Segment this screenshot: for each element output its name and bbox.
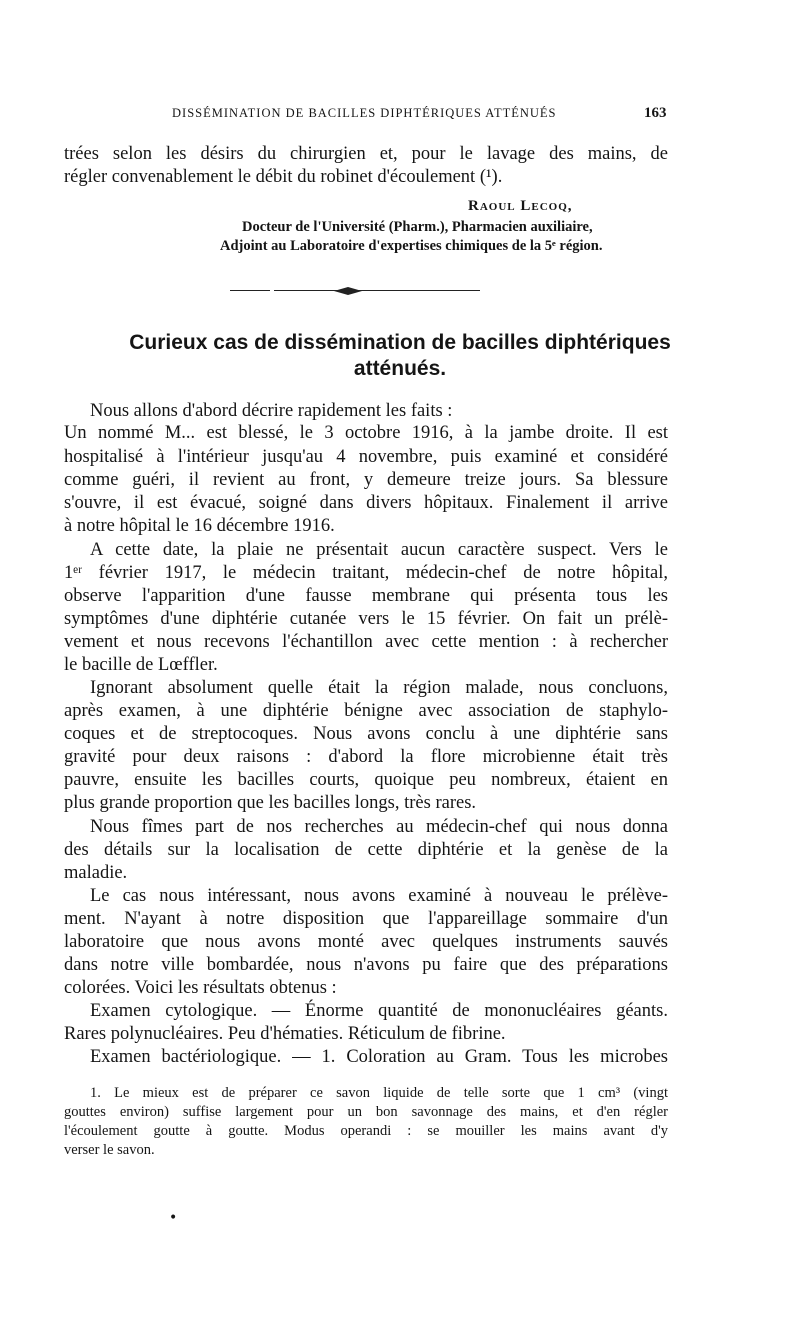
footnote-line: l'écoulement goutte à goutte. Modus operandi : se mouiller les mains avant d'y (64, 1123, 668, 1139)
body-line: à notre hôpital le 16 décembre 1916. (64, 516, 335, 536)
body-line: coques et de streptocoques. Nous avons conclu à une diphtérie sans (64, 724, 668, 744)
body-line: maladie. (64, 863, 128, 883)
body-line-bacteriology: Examen bactériologique. — 1. Coloration au Gram. Tous les microbes (90, 1047, 668, 1067)
body-line: ment. N'ayant à notre disposition que l'appareillage sommaire d'un (64, 909, 668, 929)
body-line: gravité pour deux raisons : d'abord la flore microbienne était très (64, 747, 668, 767)
running-title: DISSÉMINATION DE BACILLES DIPHTÉRIQUES ATTÉNUÉS (172, 106, 557, 120)
body-line: Ignorant absolument quelle était la région malade, nous concluons, (90, 678, 668, 698)
body-line: symptômes d'une diphtérie cutanée vers le 15 février. On fait un prélè- (64, 609, 668, 629)
body-line: 1ᵉʳ février 1917, le médecin traitant, médecin-chef de notre hôpital, (64, 563, 668, 583)
ink-mark: • (169, 1210, 178, 1226)
footnote-line: verser le savon. (64, 1142, 155, 1158)
body-line: comme guéri, il revient au front, y demeure treize jours. Sa blessure (64, 470, 668, 490)
body-line: vement et nous recevons l'échantillon avec cette mention : à rechercher (64, 632, 668, 652)
article-title-line-2: atténués. (353, 357, 447, 380)
body-line: Nous fîmes part de nos recherches au médecin-chef qui nous donna (90, 817, 668, 837)
body-line: Le cas nous intéressant, nous avons examiné à nouveau le prélève- (90, 886, 668, 906)
page-number: 163 (644, 105, 667, 121)
prev-line-1: trées selon les désirs du chirurgien et, pour le lavage des mains, de (64, 144, 668, 164)
separator-ornament-left (334, 287, 348, 295)
body-line: des détails sur la localisation de cette diphtérie et la genèse de la (64, 840, 668, 860)
article-title-line-1: Curieux cas de dissémination de bacilles diphtériques (129, 331, 671, 354)
body-line: Un nommé M... est blessé, le 3 octobre 1916, à la jambe droite. Il est (64, 423, 668, 443)
separator-rule (274, 290, 480, 291)
body-line: Nous allons d'abord décrire rapidement les faits : (90, 401, 453, 421)
body-line: laboratoire que nous avons monté avec quelques instruments sauvés (64, 932, 668, 952)
body-line: observe l'apparition d'une fausse membrane qui présenta tous les (64, 586, 668, 606)
body-line: hospitalisé à l'intérieur jusqu'au 4 novembre, puis examiné et considéré (64, 447, 668, 467)
separator-rule-left (230, 290, 270, 291)
author-signature: Raoul Lecoq, (468, 198, 573, 214)
body-line: pauvre, ensuite les bacilles courts, quoique peu nombreux, étaient en (64, 770, 668, 790)
body-line: s'ouvre, il est évacué, soigné dans divers hôpitaux. Finalement il arrive (64, 493, 668, 513)
author-affiliation-1: Docteur de l'Université (Pharm.), Pharmacien auxiliaire, (242, 219, 593, 235)
prev-line-2: régler convenablement le débit du robinet d'écoulement (¹). (64, 167, 503, 187)
running-head (0, 106, 800, 126)
body-line: Rares polynucléaires. Peu d'hématies. Réticulum de fibrine. (64, 1024, 506, 1044)
body-line: dans notre ville bombardée, nous n'avons pu faire que des préparations (64, 955, 668, 975)
body-line: après examen, à une diphtérie bénigne avec association de staphylo- (64, 701, 668, 721)
footnote-line: 1. Le mieux est de préparer ce savon liquide de telle sorte que 1 cm³ (vingt (90, 1085, 668, 1101)
body-line: colorées. Voici les résultats obtenus : (64, 978, 337, 998)
body-line: le bacille de Lœffler. (64, 655, 218, 675)
body-line: plus grande proportion que les bacilles longs, très rares. (64, 793, 477, 813)
footnote-line: gouttes environ) suffise largement pour un bon savonnage des mains, et d'en régler (64, 1104, 668, 1120)
body-line: A cette date, la plaie ne présentait aucun caractère suspect. Vers le (90, 540, 668, 560)
body-line-cytology: Examen cytologique. — Énorme quantité de mononucléaires géants. (90, 1001, 668, 1021)
separator-ornament-right (348, 287, 362, 295)
author-affiliation-2: Adjoint au Laboratoire d'expertises chimiques de la 5ᵉ région. (220, 238, 603, 254)
